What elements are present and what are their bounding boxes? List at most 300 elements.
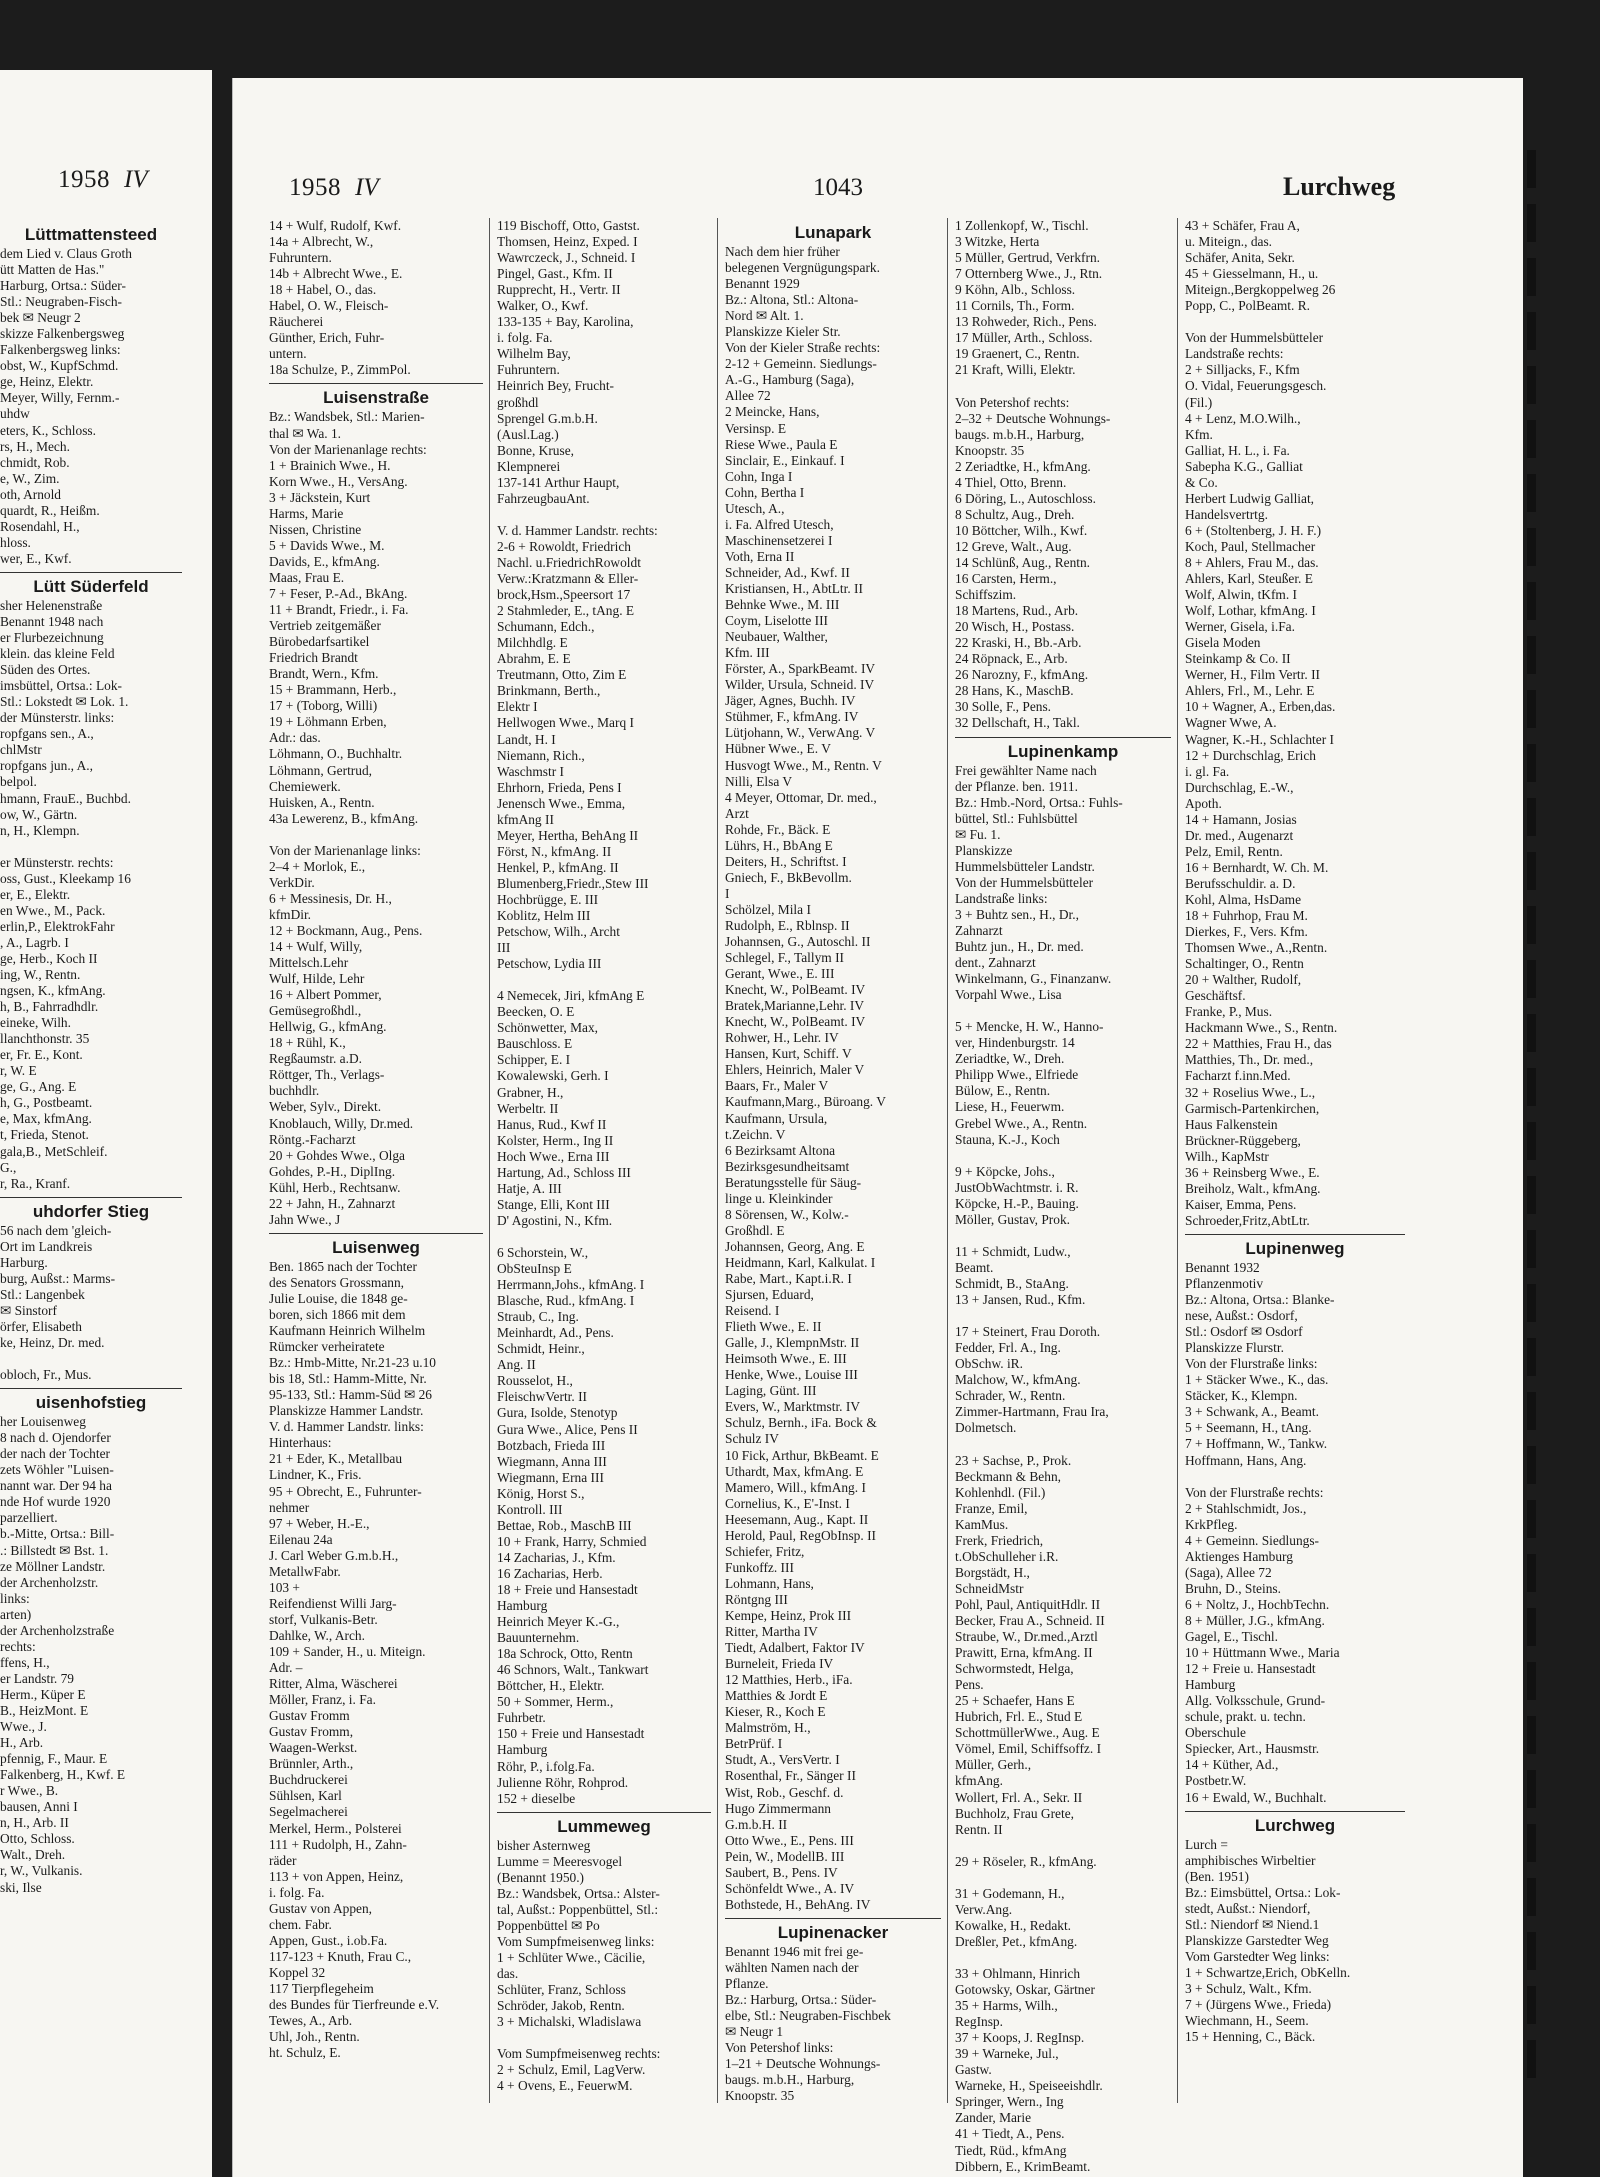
- directory-entry: Hubrich, Frl. E., Stud E: [955, 1709, 1083, 1725]
- directory-entry: H., Arb.: [0, 1735, 44, 1751]
- directory-entry: 12 + Bockmann, Aug., Pens.: [269, 922, 423, 938]
- directory-entry: 10 Fick, Arthur, BkBeamt. E: [725, 1447, 879, 1463]
- directory-entry: Bauschloss. E: [497, 1036, 573, 1052]
- directory-entry: Sprengel G.m.b.H.: [497, 410, 598, 426]
- directory-entry: uhdw: [0, 406, 30, 422]
- directory-entry: Heimsoth Wwe., E. III: [725, 1351, 847, 1367]
- directory-entry: Rudolph, E., Rblnsp. II: [725, 917, 850, 933]
- directory-entry: ütt Matten de Has.": [0, 262, 105, 278]
- directory-entry: 13 + Jansen, Rud., Kfm.: [955, 1292, 1086, 1308]
- directory-column-2: [497, 218, 711, 2094]
- directory-entry: baugs. m.b.H., Harburg,: [725, 2072, 855, 2088]
- edge-mark: [1527, 798, 1536, 836]
- directory-entry: Kaiser, Emma, Pens.: [1185, 1196, 1297, 1212]
- edge-mark: [1527, 1446, 1536, 1484]
- directory-entry: eineke, Wilh.: [0, 1015, 71, 1031]
- edge-mark: [1527, 1986, 1536, 2024]
- directory-entry: eters, K., Schloss.: [0, 422, 96, 438]
- directory-entry: r, W. E: [0, 1063, 37, 1079]
- directory-entry: Prawitt, Erna, kfmAng. II: [955, 1645, 1093, 1661]
- directory-entry: links:: [0, 1590, 30, 1606]
- directory-entry: Großhdl. E: [725, 1222, 785, 1238]
- directory-entry: Schwormstedt, Helga,: [955, 1661, 1074, 1677]
- directory-entry: storf, Vulkanis-Betr.: [269, 1611, 378, 1627]
- directory-entry: Mamero, Will., kfmAng. I: [725, 1479, 866, 1495]
- directory-entry: 12 Greve, Walt., Aug.: [955, 538, 1072, 554]
- directory-entry: Koch, Paul, Stellmacher: [1185, 538, 1316, 554]
- directory-entry: [497, 2030, 711, 2046]
- directory-entry: Wawrczeck, J., Schneid. I: [497, 250, 636, 266]
- directory-entry: 8 nach d. Ojendorfer: [0, 1430, 111, 1446]
- directory-entry: Rosenthal, Fr., Sänger II: [725, 1768, 856, 1784]
- directory-entry: 18a Schulze, P., ZimmPol.: [269, 362, 411, 378]
- directory-entry: 43a Lewerenz, B., kfmAng.: [269, 810, 419, 826]
- directory-entry: G.m.b.H. II: [725, 1816, 788, 1832]
- directory-entry: 19 Graenert, C., Rentn.: [955, 346, 1080, 362]
- directory-entry: I: [725, 885, 730, 901]
- directory-entry: Pens.: [955, 1677, 984, 1693]
- directory-entry: Hinterhaus:: [269, 1435, 332, 1451]
- directory-entry: Oberschule: [1185, 1725, 1246, 1741]
- directory-entry: ing, W., Rentn.: [0, 967, 81, 983]
- directory-entry: Lumme = Meeresvogel: [497, 1853, 623, 1869]
- directory-entry: Dahlke, W., Arch.: [269, 1627, 365, 1643]
- directory-entry: Bürobedarfsartikel: [269, 634, 370, 650]
- directory-entry: Schmidt, B., StaAng.: [955, 1276, 1069, 1291]
- directory-entry: Stäcker, K., Klempn.: [1185, 1388, 1298, 1404]
- directory-entry: 50 + Sommer, Herm.,: [497, 1694, 614, 1710]
- directory-entry: oss, Gust., Kleekamp 16: [0, 870, 131, 886]
- directory-entry: 20 + Walther, Rudolf,: [1185, 972, 1302, 988]
- directory-entry: (Benannt 1950.): [497, 1869, 585, 1885]
- street-heading: uisenhofstieg: [0, 1388, 182, 1414]
- directory-entry: Planskizze Garstedter Weg: [1185, 1932, 1329, 1948]
- directory-entry: 18 + Rühl, K.,: [269, 1035, 346, 1051]
- directory-entry: Hochbrügge, E. III: [497, 891, 599, 907]
- edge-mark: [1527, 1554, 1536, 1592]
- directory-entry: Röntgng III: [725, 1591, 788, 1607]
- directory-entry: Pingel, Gast., Kfm. II: [497, 266, 613, 282]
- directory-entry: Von der Marienanlage links:: [269, 842, 421, 858]
- directory-entry: Hummelsbütteler Landstr.: [955, 858, 1095, 874]
- directory-entry: e, W., Zim.: [0, 470, 60, 486]
- directory-entry: 22 + Matthies, Frau H., das: [1185, 1036, 1332, 1052]
- directory-entry: .: Billstedt ✉ Bst. 1.: [0, 1542, 109, 1558]
- directory-entry: Apoth.: [1185, 795, 1222, 811]
- directory-entry: 28 Hans, K., MaschB.: [955, 683, 1074, 699]
- directory-entry: Schäfer, Anita, Sekr.: [1185, 250, 1295, 266]
- directory-entry: Berufsschuldir. a. D.: [1185, 875, 1296, 891]
- directory-entry: Wilhelm Bay,: [497, 346, 571, 362]
- directory-entry: Ang. II: [497, 1357, 536, 1373]
- directory-entry: 6 + Messinesis, Dr. H.,: [269, 890, 392, 906]
- directory-entry: Falkenbergsweg links:: [0, 342, 121, 358]
- directory-entry: Meyer, Hertha, BehAng II: [497, 827, 639, 843]
- directory-entry: 8 Sörensen, W., Kolw.-: [725, 1206, 849, 1222]
- directory-entry: baugs. m.b.H., Harburg,: [955, 426, 1085, 442]
- directory-entry: Poppenbüttel ✉ Po: [497, 1917, 600, 1933]
- directory-entry: 29 + Röseler, R., kfmAng.: [955, 1853, 1097, 1869]
- directory-entry: Adr. –: [269, 1660, 303, 1676]
- edge-mark: [1527, 1122, 1536, 1160]
- directory-entry: Stl.: Langenbek: [0, 1286, 85, 1302]
- directory-entry: Gagel, E., Tischl.: [1185, 1629, 1278, 1645]
- directory-entry: ObSteuInsp E: [497, 1261, 572, 1277]
- directory-entry: Walker, O., Kwf.: [497, 298, 589, 314]
- directory-entry: 10 + Wagner, A., Erben,das.: [1185, 699, 1336, 715]
- directory-entry: h, G., Postbeamt.: [0, 1095, 93, 1111]
- directory-entry: Jäger, Agnes, Buchh. IV: [725, 693, 856, 709]
- directory-entry: 35 + Harms, Wilh.,: [955, 1998, 1058, 2014]
- directory-entry: tal, Außst.: Poppenbüttel, Stl.:: [497, 1901, 659, 1917]
- directory-entry: Zimmer-Hartmann, Frau Ira,: [955, 1404, 1109, 1420]
- directory-entry: Planskizze Kieler Str.: [725, 324, 841, 340]
- directory-entry: sher Helenenstraße: [0, 597, 103, 613]
- directory-entry: Walt., Dreh.: [0, 1847, 66, 1863]
- edge-mark: [1527, 1500, 1536, 1538]
- directory-entry: Deiters, H., Schriftst. I: [725, 853, 847, 869]
- directory-entry: nde Hof wurde 1920: [0, 1494, 111, 1510]
- directory-entry: Durchschlag, E.-W.,: [1185, 779, 1294, 795]
- directory-entry: 109 + Sander, H., u. Miteign.: [269, 1643, 426, 1659]
- directory-entry: Koppel 32: [269, 1964, 326, 1980]
- directory-entry: Hübner Wwe., E. V: [725, 741, 831, 757]
- directory-entry: 12 Matthies, Herb., iFa.: [725, 1672, 853, 1688]
- directory-column-3: [725, 218, 941, 2104]
- directory-entry: Planskizze: [955, 842, 1013, 858]
- directory-entry: 3 Witzke, Herta: [955, 234, 1040, 250]
- directory-entry: Abrahm, E. E: [497, 651, 571, 667]
- directory-entry: Spiecker, Art., Hausmstr.: [1185, 1741, 1320, 1757]
- directory-entry: Von Petershof links:: [725, 2040, 834, 2056]
- directory-entry: Fedder, Frl. A., Ing.: [955, 1340, 1061, 1356]
- directory-entry: [955, 1950, 1171, 1966]
- directory-entry: Blumenberg,Friedr.,Stew III: [497, 875, 649, 891]
- directory-entry: Mittelsch.Lehr: [269, 955, 349, 971]
- directory-entry: thal ✉ Wa. 1.: [269, 425, 341, 441]
- directory-entry: Springer, Wern., Ing: [955, 2094, 1064, 2110]
- directory-entry: Ben. 1865 nach der Tochter: [269, 1258, 417, 1274]
- directory-entry: chmidt, Rob.: [0, 454, 70, 470]
- directory-entry: Schaltinger, O., Rentn: [1185, 956, 1304, 972]
- directory-entry: 2 Meincke, Hans,: [725, 404, 820, 420]
- directory-entry: Aktienges Hamburg: [1185, 1548, 1293, 1564]
- directory-entry: Winkelmann, G., Finanzanw.: [955, 971, 1112, 987]
- directory-entry: & Co.: [1185, 474, 1218, 490]
- directory-entry: 45 + Giesselmann, H., u.: [1185, 266, 1319, 282]
- directory-entry: 14 + Küther, Ad.,: [1185, 1757, 1279, 1773]
- directory-entry: Von der Marienanlage rechts:: [269, 441, 427, 457]
- right-page: [232, 78, 1523, 2177]
- directory-entry: Buhtz jun., H., Dr. med.: [955, 939, 1084, 955]
- directory-entry: SchneidMstr: [955, 1580, 1024, 1596]
- directory-entry: Matthies & Jordt E: [725, 1688, 828, 1704]
- directory-entry: KrkPfleg.: [1185, 1516, 1238, 1532]
- directory-entry: Landstraße rechts:: [1185, 346, 1284, 362]
- directory-entry: 11 + Brandt, Friedr., i. Fa.: [269, 602, 409, 618]
- edge-mark: [1527, 1878, 1536, 1916]
- directory-entry: Knoopstr. 35: [955, 442, 1025, 458]
- directory-entry: er Landstr. 79: [0, 1670, 75, 1686]
- directory-entry: Schneider, Ad., Kwf. II: [725, 564, 850, 580]
- left-page-year: 1958: [58, 166, 110, 193]
- directory-entry: der nach der Tochter: [0, 1446, 110, 1462]
- directory-entry: Rentn. II: [955, 1821, 1003, 1837]
- street-heading: Lüttmattensteed: [24, 225, 158, 244]
- directory-entry: [955, 1003, 1171, 1019]
- directory-entry: ropfgans sen., A.,: [0, 726, 94, 742]
- directory-entry: SchottmüllerWwe., Aug. E: [955, 1725, 1100, 1741]
- directory-entry: Schönwetter, Max,: [497, 1020, 598, 1036]
- directory-entry: 16 + Ewald, W., Buchhalt.: [1185, 1789, 1327, 1805]
- directory-entry: Zahnarzt: [955, 922, 1003, 938]
- directory-entry: Ritter, Martha IV: [725, 1624, 818, 1640]
- directory-entry: 25 + Schaefer, Hans E: [955, 1693, 1075, 1709]
- directory-entry: 11 Cornils, Th., Form.: [955, 298, 1075, 314]
- directory-entry: Laging, Günt. III: [725, 1383, 817, 1399]
- edge-mark: [1527, 258, 1536, 296]
- edge-mark: [1527, 1068, 1536, 1106]
- directory-entry: Becker, Frau A., Schneid. II: [955, 1612, 1105, 1628]
- directory-entry: Rohde, Fr., Bäck. E: [725, 821, 831, 837]
- directory-entry: [497, 972, 711, 988]
- directory-entry: Burneleit, Frieda IV: [725, 1656, 834, 1672]
- directory-entry: 10 Böttcher, Wilh., Kwf.: [955, 522, 1088, 538]
- directory-entry: Wiegmann, Anna III: [497, 1453, 607, 1469]
- directory-entry: 1 + Stäcker Wwe., K., das.: [1185, 1372, 1329, 1388]
- directory-entry: Zander, Marie: [955, 2110, 1032, 2126]
- directory-entry: 20 Wisch, H., Postass.: [955, 619, 1075, 635]
- directory-entry: Wolf, Alwin, tKfm. I: [1185, 587, 1297, 603]
- directory-entry: Wagner, K.-H., Schlachter I: [1185, 731, 1334, 747]
- directory-entry: 4 Thiel, Otto, Brenn.: [955, 474, 1067, 490]
- directory-entry: Hamburg: [497, 1598, 548, 1614]
- directory-entry: Baars, Fr., Maler V: [725, 1078, 829, 1094]
- directory-entry: 4 Meyer, Ottomar, Dr. med.,: [725, 789, 877, 805]
- directory-entry: Wagner Wwe, A.: [1185, 715, 1277, 731]
- directory-entry: Brünnler, Arth.,: [269, 1756, 354, 1772]
- directory-entry: [955, 1148, 1171, 1164]
- directory-entry: örfer, Elisabeth: [0, 1318, 83, 1334]
- directory-entry: Breiholz, Walt., kfmAng.: [1185, 1180, 1321, 1196]
- directory-entry: Gura, Isolde, Stenotyp: [497, 1405, 618, 1421]
- directory-entry: Vom Garstedter Weg links:: [1185, 1948, 1330, 1964]
- directory-entry: t.ObSchulleher i.R.: [955, 1548, 1059, 1564]
- directory-entry: 95-133, Stl.: Hamm-Süd ✉ 26: [269, 1387, 432, 1403]
- directory-entry: [955, 1870, 1171, 1886]
- directory-entry: Wilh., KapMstr: [1185, 1148, 1269, 1164]
- directory-entry: Elektr I: [497, 699, 538, 715]
- directory-entry: Schulz, Bernh., iFa. Bock &: [725, 1415, 877, 1431]
- edge-mark: [1527, 1932, 1536, 1970]
- right-page-volume: IV: [355, 174, 379, 201]
- directory-entry: Fuhruntern.: [497, 362, 560, 378]
- directory-entry: Hoch Wwe., Erna III: [497, 1148, 610, 1164]
- directory-entry: 6 + (Stoltenberg, J. H. F.): [1185, 522, 1322, 538]
- directory-entry: Bettae, Rob., MaschB III: [497, 1517, 632, 1533]
- directory-entry: llanchthonstr. 35: [0, 1031, 90, 1047]
- directory-entry: Jenensch Wwe., Emma,: [497, 795, 626, 811]
- directory-entry: her Louisenweg: [0, 1414, 86, 1430]
- directory-entry: O. Vidal, Feuerungsgesch.: [1185, 378, 1327, 394]
- directory-entry: Flieth Wwe., E. II: [725, 1319, 822, 1335]
- directory-entry: Beecken, O. E: [497, 1004, 575, 1020]
- directory-entry: Stange, Elli, Kont III: [497, 1196, 610, 1212]
- directory-entry: Treutmann, Otto, Zim E: [497, 667, 627, 683]
- directory-entry: Hellwig, G., kfmAng.: [269, 1019, 387, 1035]
- directory-entry: Thomsen, Heinz, Exped. I: [497, 234, 638, 250]
- directory-entry: Knoopstr. 35: [725, 2088, 795, 2104]
- directory-entry: Von der Flurstraße links:: [1185, 1356, 1318, 1372]
- directory-entry: Kontroll. III: [497, 1501, 563, 1517]
- directory-entry: KamMus.: [955, 1516, 1009, 1532]
- directory-entry: Dr. med., Augenarzt: [1185, 827, 1294, 843]
- directory-entry: 8 + Müller, J.G., kfmAng.: [1185, 1612, 1325, 1628]
- directory-entry: (Ben. 1951): [1185, 1868, 1249, 1884]
- directory-entry: 4 Nemecek, Jiri, kfmAng E: [497, 988, 645, 1004]
- right-page-header-left: [289, 174, 379, 202]
- directory-entry: Adr.: das.: [269, 730, 321, 746]
- directory-entry: büttel, Stl.: Fuhlsbüttel: [955, 810, 1078, 826]
- directory-entry: Koblitz, Helm III: [497, 908, 591, 924]
- edge-mark: [1527, 1770, 1536, 1808]
- directory-entry: Hansen, Kurt, Schiff. V: [725, 1046, 852, 1062]
- directory-entry: 117 Tierpflegeheim: [269, 1980, 374, 1996]
- directory-entry: Vom Sumpfmeisenweg rechts:: [497, 2046, 661, 2062]
- directory-entry: Studt, A., VersVertr. I: [725, 1752, 840, 1768]
- directory-entry: r Wwe., B.: [0, 1783, 59, 1799]
- directory-entry: Kowalke, H., Redakt.: [955, 1917, 1072, 1933]
- directory-entry: Benannt 1948 nach: [0, 613, 104, 629]
- directory-entry: i. gl. Fa.: [1185, 763, 1230, 779]
- directory-entry: erlin,P., ElektrokFahr: [0, 918, 115, 934]
- directory-entry: 39 + Warneke, Jul.,: [955, 2046, 1059, 2062]
- directory-entry: 8 Schultz, Aug., Dreh.: [955, 506, 1075, 522]
- directory-entry: ge, G., Ang. E: [0, 1079, 77, 1095]
- directory-entry: Planskizze Hammer Landstr.: [269, 1403, 424, 1419]
- directory-entry: obst, W., KupfSchmd.: [0, 358, 119, 374]
- directory-entry: 9 + Köpcke, Johs.,: [955, 1163, 1055, 1179]
- directory-entry: 17 Müller, Arth., Schloss.: [955, 330, 1093, 346]
- directory-entry: i. folg. Fa.: [269, 1884, 325, 1900]
- directory-entry: Utesch, A.,: [725, 500, 785, 516]
- directory-entry: Löhmann, Gertrud,: [269, 762, 373, 778]
- directory-entry: Günther, Erich, Fuhr-: [269, 330, 385, 346]
- directory-entry: 22 + Jahn, H., Zahnarzt: [269, 1195, 396, 1211]
- directory-entry: D' Agostini, N., Kfm.: [497, 1212, 613, 1228]
- directory-entry: er Münsterstr. rechts:: [0, 854, 114, 870]
- directory-entry: 13 Rohweder, Rich., Pens.: [955, 314, 1097, 330]
- directory-entry: Rohwer, H., Lehr. IV: [725, 1030, 839, 1046]
- directory-entry: JustObWachtmstr. i. R.: [955, 1179, 1079, 1195]
- directory-entry: Stl.: Osdorf ✉ Osdorf: [1185, 1324, 1303, 1340]
- directory-entry: Ahlers, Frl., M., Lehr. E: [1185, 683, 1315, 699]
- directory-entry: elbe, Stl.: Neugraben-Fischbek: [725, 2008, 891, 2024]
- directory-entry: Kaufmann,Marg., Büroang. V: [725, 1094, 886, 1110]
- directory-entry: Hoffmann, Hans, Ang.: [1185, 1452, 1307, 1468]
- directory-entry: FahrzeugbauAnt.: [497, 490, 590, 506]
- directory-entry: bis 18, Stl.: Hamm-Mitte, Nr.: [269, 1371, 427, 1387]
- directory-entry: Gerant, Wwe., E. III: [725, 966, 835, 982]
- directory-entry: 36 + Reinsberg Wwe., E.: [1185, 1164, 1320, 1180]
- directory-entry: ngsen, K., kfmAng.: [0, 983, 106, 999]
- directory-entry: Bauunternehm.: [497, 1630, 580, 1646]
- directory-entry: Eilenau 24a: [269, 1531, 333, 1547]
- directory-entry: Schiefer, Fritz,: [725, 1543, 805, 1559]
- directory-entry: r, W., Vulkanis.: [0, 1863, 83, 1879]
- directory-entry: Von der Kieler Straße rechts:: [725, 340, 881, 356]
- edge-mark: [1527, 150, 1536, 188]
- directory-entry: Schulz IV: [725, 1431, 779, 1447]
- directory-entry: ✉ Sinstorf: [0, 1302, 57, 1318]
- directory-entry: Herold, Paul, RegObInsp. II: [725, 1527, 876, 1543]
- edge-mark: [1527, 1338, 1536, 1376]
- directory-entry: Brandt, Wern., Kfm.: [269, 666, 379, 682]
- directory-entry: 22 Kraski, H., Bb.-Arb.: [955, 635, 1082, 651]
- directory-entry: er, Fr. E., Kont.: [0, 1047, 83, 1063]
- directory-entry: Vömel, Emil, Schiffsoffz. I: [955, 1741, 1102, 1757]
- directory-entry: t.Zeichn. V: [725, 1126, 786, 1142]
- running-head: Lurchweg: [1283, 172, 1396, 201]
- directory-entry: Nissen, Christine: [269, 521, 362, 537]
- directory-entry: Benannt 1929: [725, 276, 800, 292]
- directory-entry: Steinkamp & Co. II: [1185, 651, 1291, 667]
- directory-entry: Hartung, Ad., Schloss III: [497, 1164, 631, 1180]
- directory-entry: rechts:: [0, 1638, 36, 1654]
- directory-entry: Tiedt, Adalbert, Faktor IV: [725, 1640, 865, 1656]
- street-heading: uhdorfer Stieg: [0, 1197, 182, 1223]
- directory-entry: imsbüttel, Ortsa.: Lok-: [0, 678, 122, 694]
- directory-entry: Kfm.: [1185, 426, 1213, 442]
- directory-entry: Blasche, Rud., kfmAng. I: [497, 1293, 635, 1309]
- directory-entry: Otto Wwe., E., Pens. III: [725, 1832, 854, 1848]
- directory-entry: Werbeltr. II: [497, 1100, 559, 1116]
- directory-entry: Waagen-Werkst.: [269, 1740, 358, 1756]
- directory-entry: 7 Otternberg Wwe., J., Rtn.: [955, 266, 1103, 282]
- directory-entry: , A., Lagrb. I: [0, 934, 69, 950]
- directory-entry: Wiegmann, Erna III: [497, 1469, 604, 1485]
- street-heading: Luisenstraße: [269, 383, 483, 409]
- directory-entry: 31 + Godemann, H.,: [955, 1885, 1065, 1901]
- directory-entry: der Archenholzstr.: [0, 1574, 99, 1590]
- directory-entry: 12 + Durchschlag, Erich: [1185, 747, 1317, 763]
- directory-entry: Vertrieb zeitgemäßer: [269, 618, 381, 634]
- directory-entry: Gustav Fromm,: [269, 1724, 354, 1740]
- directory-entry: Heinrich Bey, Frucht-: [497, 378, 615, 394]
- directory-entry: 5 + Davids Wwe., M.: [269, 537, 385, 553]
- edge-mark: [1527, 1716, 1536, 1754]
- directory-entry: Bratek,Marianne,Lehr. IV: [725, 998, 865, 1014]
- directory-entry: Röntg.-Facharzt: [269, 1131, 356, 1147]
- directory-entry: Postbetr.W.: [1185, 1773, 1247, 1789]
- directory-entry: Först, N., kfmAng. II: [497, 843, 612, 859]
- directory-entry: n, H., Arb. II: [0, 1815, 69, 1831]
- directory-entry: Kristiansen, H., AbtLtr. II: [725, 580, 863, 596]
- edge-mark: [1527, 744, 1536, 782]
- directory-entry: Warneke, H., Speiseeishdlr.: [955, 2078, 1103, 2094]
- directory-entry: Räucherei: [269, 314, 324, 330]
- directory-entry: V. d. Hammer Landstr. rechts:: [497, 522, 658, 538]
- directory-entry: Stl.: Niendorf ✉ Niend.1: [1185, 1916, 1320, 1932]
- edge-mark: [1527, 1230, 1536, 1268]
- directory-entry: Verw.:Kratzmann & Eller-: [497, 571, 639, 587]
- directory-entry: (Fil.): [1185, 394, 1213, 410]
- directory-entry: t, Frieda, Stenot.: [0, 1127, 89, 1143]
- directory-entry: Klempnerei: [497, 458, 561, 474]
- directory-entry: 7 + Feser, P.-Ad., BkAng.: [269, 585, 408, 601]
- directory-entry: Planskizze Flurstr.: [1185, 1340, 1284, 1356]
- directory-entry: Chemiewerk.: [269, 778, 341, 794]
